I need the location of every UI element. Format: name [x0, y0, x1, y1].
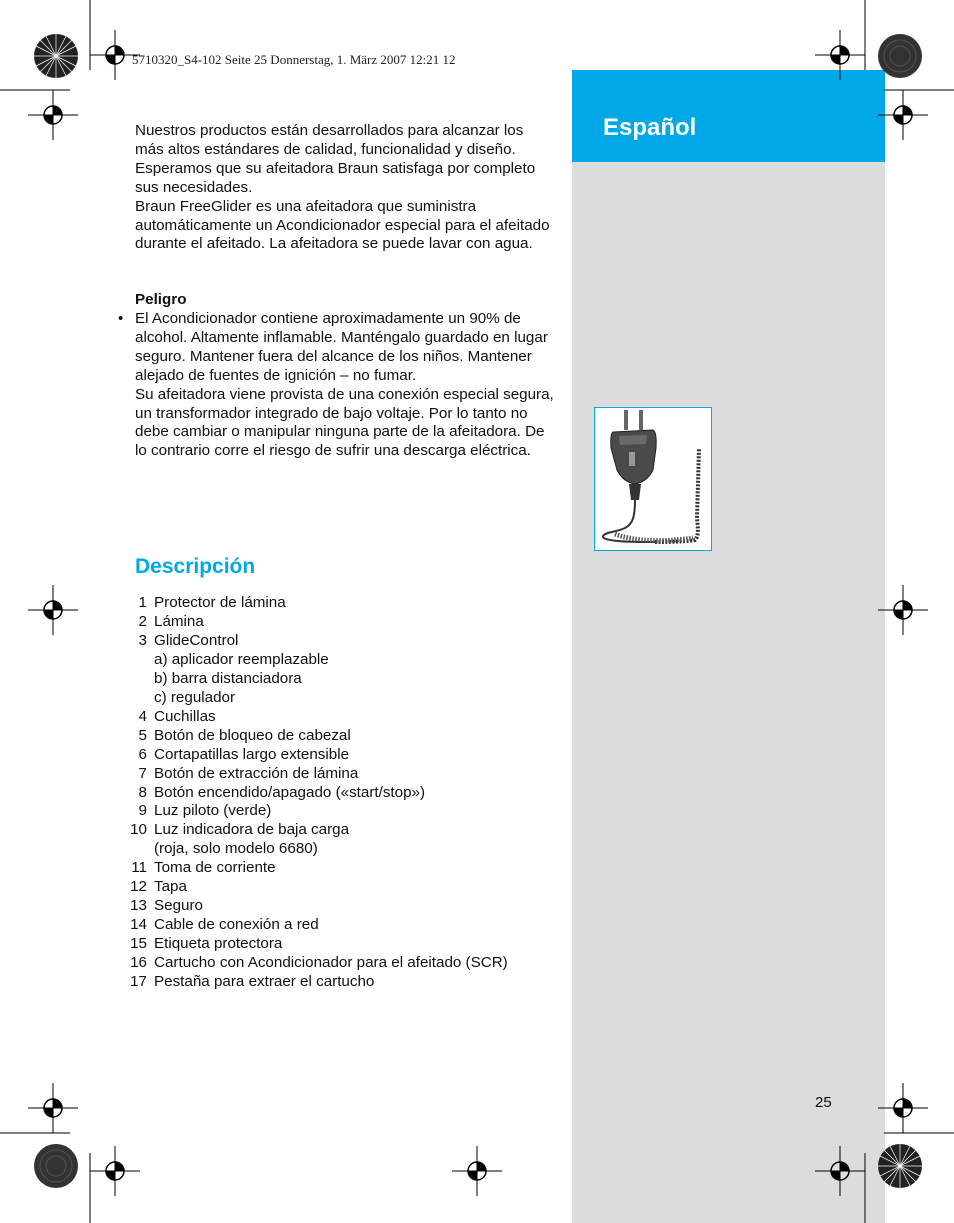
list-item-number: 17	[130, 973, 147, 991]
color-bar-icon	[32, 32, 80, 80]
list-item-number: 12	[130, 878, 147, 896]
bullet-icon: •	[118, 310, 124, 327]
list-item-number: 11	[131, 859, 147, 877]
list-item-number: 1	[138, 594, 147, 611]
list-item-text: Botón encendido/apagado («start/stop»)	[154, 783, 426, 801]
page-number: 25	[815, 1094, 832, 1111]
list-item-text: Botón de extracción de lámina	[154, 764, 359, 782]
list-item-number: 16	[130, 954, 147, 972]
list-item-text: Toma de corriente	[154, 859, 276, 877]
danger-paragraph-1: El Acondicionador contiene aproximadamente un 90% de alcohol. Altamente inflamable. Manténgalo guardado en lugar seguro. Mantener fuera del alcance de los niños. Mantener alejado de fuentes de ignición – no fumar.	[135, 310, 548, 384]
intro-paragraph-2: Braun FreeGlider es una afeitadora que suministra automáticamente un Acondicionador especial para el afeitado durante el afeitado. La afeitadora se puede lavar con agua.	[135, 197, 550, 253]
list-item-number: 10	[130, 821, 147, 839]
list-item-text: GlideControl	[154, 631, 239, 649]
list-item-number: 5	[138, 726, 147, 744]
list-item-number: 4	[138, 707, 147, 725]
list-item-text: b) barra distanciadora	[154, 669, 302, 687]
color-bar-icon	[876, 32, 924, 80]
list-item-number: 7	[138, 764, 147, 782]
color-bar-icon	[876, 1142, 924, 1190]
list-item-text: Cable de conexión a red	[154, 916, 319, 934]
list-item-number: 9	[138, 802, 147, 820]
danger-title: Peligro	[135, 291, 187, 308]
list-item-text: Etiqueta protectora	[154, 935, 283, 953]
list-item-number: 2	[138, 612, 147, 630]
list-item-text: Tapa	[154, 878, 187, 896]
list-item-number: 6	[138, 745, 147, 763]
list-item-text: a) aplicador reemplazable	[154, 650, 329, 668]
list-item-number: 3	[138, 631, 147, 649]
language-title: Español	[603, 114, 697, 141]
list-item-number: 15	[130, 935, 147, 953]
list-item-text: Cortapatillas largo extensible	[154, 745, 350, 763]
intro-paragraph-1: Nuestros productos están desarrollados para alcanzar los más altos estándares de calidad, funcionalidad y diseño. Esperamos que su afeitadora Braun satisfaga por completo sus necesidades.	[135, 122, 536, 196]
list-item-text: Cuchillas	[154, 707, 216, 725]
list-item-text: Botón de bloqueo de cabezal	[154, 726, 351, 744]
description-title: Descripción	[135, 555, 256, 578]
list-item-text: (roja, solo modelo 6680)	[154, 840, 318, 858]
list-item-text: Luz piloto (verde)	[154, 802, 272, 820]
danger-paragraph-2: Su afeitadora viene provista de una conexión especial segura, un transformador integrado de bajo voltaje. Por lo tanto no debe cambiar o manipular ninguna parte de la afeitadora. De lo contrario corre el riesgo de sufrir una descarga eléctrica.	[135, 385, 554, 460]
list-item-text: c) regulador	[154, 688, 236, 706]
list-item-text: Pestaña para extraer el cartucho	[154, 973, 375, 991]
list-item-text: Lámina	[154, 612, 204, 630]
print-header: 5710320_S4-102 Seite 25 Donnerstag, 1. März 2007 12:21 12	[132, 52, 456, 67]
list-item-text: Seguro	[154, 897, 203, 915]
list-item-number: 14	[130, 916, 147, 934]
list-item-number: 13	[130, 897, 147, 915]
list-item-text: Luz indicadora de baja carga	[154, 821, 350, 839]
color-bar-icon	[32, 1142, 80, 1190]
list-item-text: Cartucho con Acondicionador para el afeitado (SCR)	[154, 954, 508, 972]
list-item-number: 8	[138, 783, 147, 801]
list-item-text: Protector de lámina	[154, 594, 286, 611]
